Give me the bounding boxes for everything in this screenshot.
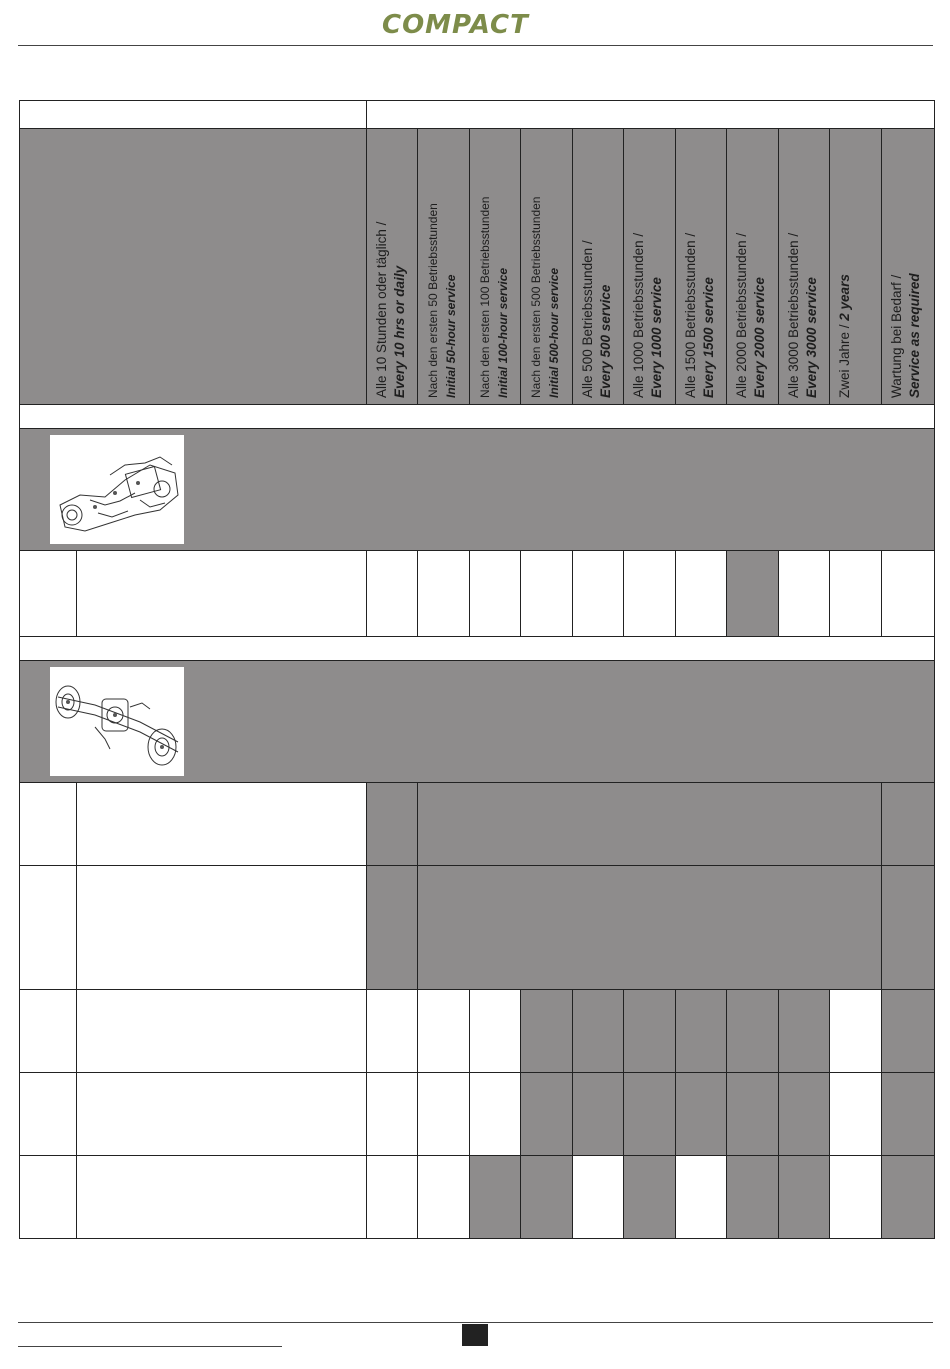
interval-cell (624, 1156, 676, 1239)
interval-cell (470, 990, 521, 1073)
interval-cell (727, 551, 779, 637)
row-number-cell (20, 866, 77, 990)
interval-span-cell (418, 866, 882, 990)
interval-cell (367, 866, 418, 990)
interval-cell (573, 1073, 624, 1156)
interval-cell (830, 551, 882, 637)
row-description-cell (77, 866, 367, 990)
interval-cell (779, 1156, 830, 1239)
col-header-3000h: Alle 3000 Betriebsstunden / Every 3000 service (779, 129, 830, 405)
header-description-cell (20, 129, 367, 405)
axle-illustration-icon (50, 667, 184, 776)
table-row (20, 551, 935, 637)
row-number-cell (20, 783, 77, 866)
col-header-initial-50h: Nach den ersten 50 Betriebsstunden Initial 50-hour service (418, 129, 470, 405)
row-description-cell (77, 783, 367, 866)
footer-underline (18, 1346, 282, 1347)
row-description-cell (77, 990, 367, 1073)
table-row (20, 866, 935, 990)
table-row (20, 783, 935, 866)
interval-cell (624, 1073, 676, 1156)
row-description-cell (77, 1073, 367, 1156)
section-spacer-row (20, 637, 935, 661)
interval-cell (367, 551, 418, 637)
interval-cell (418, 1156, 470, 1239)
header-divider (18, 45, 933, 46)
interval-cell (676, 1073, 727, 1156)
top-left-cell (20, 101, 367, 129)
interval-cell (676, 990, 727, 1073)
interval-cell (882, 783, 935, 866)
col-header-initial-500h: Nach den ersten 500 Betriebsstunden Initial 500-hour service (521, 129, 573, 405)
interval-cell (882, 1073, 935, 1156)
page-number-box (462, 1324, 488, 1346)
interval-cell (624, 551, 676, 637)
row-description-cell (77, 1156, 367, 1239)
col-header-1000h: Alle 1000 Betriebsstunden / Every 1000 service (624, 129, 676, 405)
interval-cell (727, 990, 779, 1073)
section-spacer-cell (20, 405, 935, 429)
interval-cell (779, 990, 830, 1073)
interval-cell (418, 1073, 470, 1156)
interval-cell (676, 551, 727, 637)
transmission-illustration-icon (50, 435, 184, 544)
interval-cell (367, 1073, 418, 1156)
interval-cell (624, 990, 676, 1073)
table-row (20, 990, 935, 1073)
col-header-2000h: Alle 2000 Betriebsstunden / Every 2000 service (727, 129, 779, 405)
compact-logo-graphic (380, 6, 570, 40)
interval-cell (882, 1156, 935, 1239)
interval-cell (521, 551, 573, 637)
interval-cell (573, 1156, 624, 1239)
table-top-row (20, 101, 935, 129)
section-spacer-row (20, 405, 935, 429)
section-image-row (20, 661, 935, 783)
row-number-cell (20, 990, 77, 1073)
interval-cell (882, 551, 935, 637)
row-number-cell (20, 551, 77, 637)
col-header-initial-100h: Nach den ersten 100 Betriebsstunden Initial 100-hour service (470, 129, 521, 405)
col-header-as-required: Wartung bei Bedarf / Service as required (882, 129, 935, 405)
section-image-row (20, 429, 935, 551)
logo-text: COMPACT (382, 10, 529, 40)
interval-cell (727, 1156, 779, 1239)
footer-divider (18, 1322, 933, 1323)
interval-cell (418, 551, 470, 637)
interval-cell (882, 990, 935, 1073)
interval-cell (830, 990, 882, 1073)
interval-cell (830, 1156, 882, 1239)
table-row (20, 1156, 935, 1239)
section-image-cell (20, 661, 935, 783)
col-header-1500h: Alle 1500 Betriebsstunden / Every 1500 service (676, 129, 727, 405)
interval-cell (830, 1073, 882, 1156)
interval-cell (779, 1073, 830, 1156)
row-number-cell (20, 1073, 77, 1156)
interval-cell (521, 990, 573, 1073)
interval-cell (676, 1156, 727, 1239)
interval-cell (573, 551, 624, 637)
interval-cell (521, 1156, 573, 1239)
interval-cell (779, 551, 830, 637)
interval-cell (470, 551, 521, 637)
interval-cell (367, 783, 418, 866)
col-header-2-years: Zwei Jahre / 2 years (830, 129, 882, 405)
interval-cell (470, 1073, 521, 1156)
row-description-cell (77, 551, 367, 637)
interval-cell (367, 1156, 418, 1239)
interval-cell (573, 990, 624, 1073)
col-header-10h: Alle 10 Stunden oder täglich / Every 10 hrs or daily (367, 129, 418, 405)
interval-span-cell (418, 783, 882, 866)
maintenance-schedule-table (19, 100, 935, 1239)
interval-cell (727, 1073, 779, 1156)
interval-cell (367, 990, 418, 1073)
interval-header-row (20, 129, 935, 405)
top-right-cell (367, 101, 935, 129)
col-header-500h: Alle 500 Betriebsstunden / Every 500 service (573, 129, 624, 405)
section-image-cell (20, 429, 935, 551)
table-row (20, 1073, 935, 1156)
row-number-cell (20, 1156, 77, 1239)
interval-cell (882, 866, 935, 990)
section-spacer-cell (20, 637, 935, 661)
interval-cell (470, 1156, 521, 1239)
interval-cell (418, 990, 470, 1073)
interval-cell (521, 1073, 573, 1156)
